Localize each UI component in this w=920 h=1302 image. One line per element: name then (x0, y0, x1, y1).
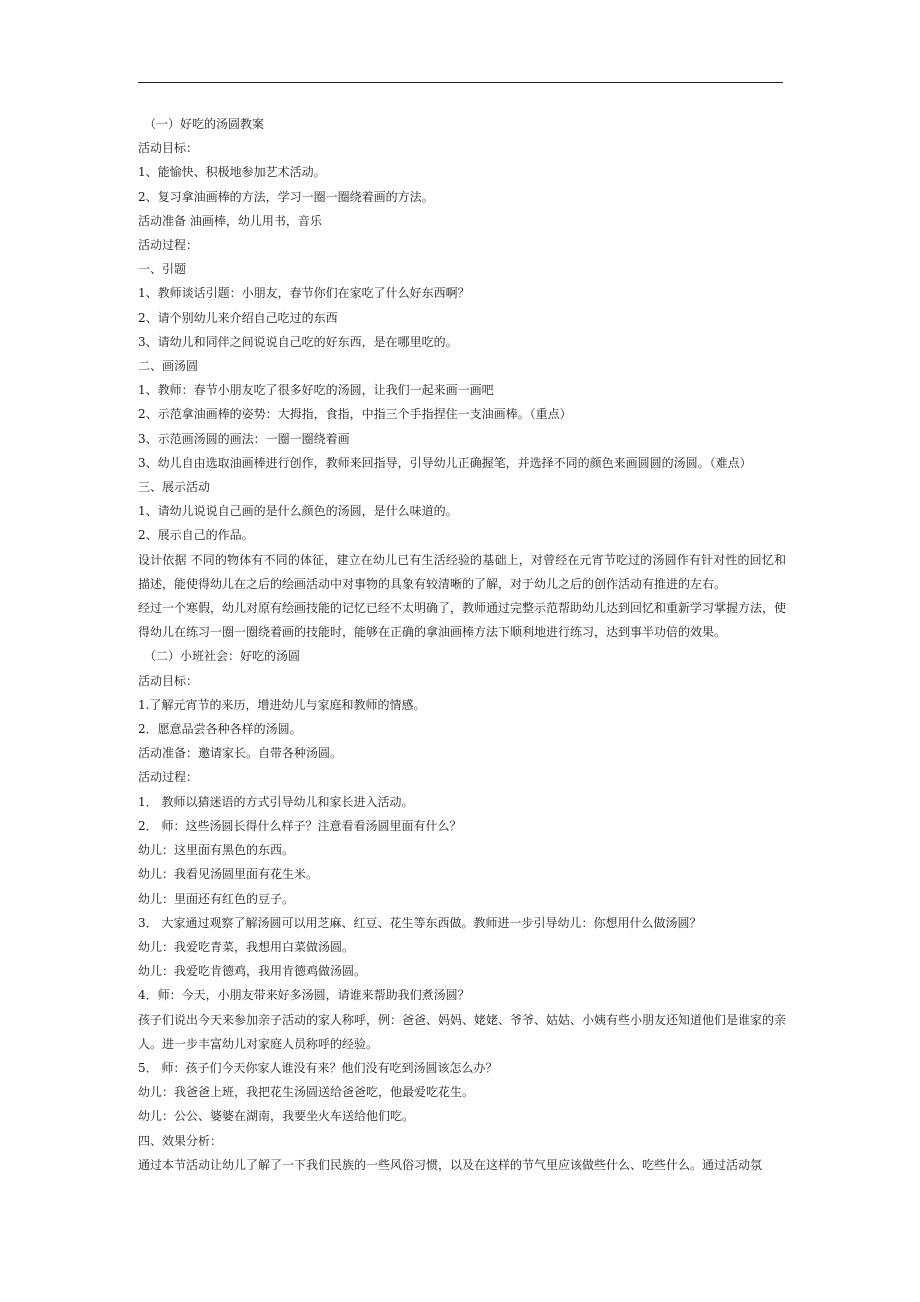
text-line: 1.了解元宵节的来历，增进幼儿与家庭和教师的情感。 (138, 697, 426, 712)
text-line: 1、教师：春节小朋友吃了很多好吃的汤圆，让我们一起来画一画吧 (138, 383, 494, 398)
text-line: 2、示范拿油画棒的姿势：大拇指，食指，中指三个手指捏住一支油画棒。（重点） (138, 407, 572, 422)
text-line-truncated: 通过本节活动让幼儿了解了一下我们民族的一些风俗习惯，以及在这样的节气里应该做些什么、吃些什么。通过活动氛 (138, 1157, 763, 1172)
text-line: 幼儿：我爱吃青菜，我想用白菜做汤圆。 (138, 939, 355, 954)
header-rule (138, 82, 783, 83)
text-line: 幼儿：我看见汤圆里面有花生米。 (138, 867, 319, 882)
text-line: 2．愿意品尝各种各样的汤圆。 (138, 722, 302, 737)
text-line: 3、幼儿自由选取油画棒进行创作，教师来回指导，引导幼儿正确握笔，并选择不同的颜色来画圆圆的汤圆。（难点） (138, 455, 752, 470)
text-line: 幼儿：公公、婆婆在湖南，我要坐火车送给他们吃。 (138, 1109, 415, 1124)
text-line: 活动准备 油画棒，幼儿用书，音乐 (138, 213, 322, 228)
text-line: 一、引题 (138, 262, 187, 277)
text-line: 1、请幼儿说说自己画的是什么颜色的汤圆，是什么味道的。 (138, 504, 458, 519)
design-rationale-paragraph: 设计依据 不同的物体有不同的体征，建立在幼儿已有生活经验的基础上，对曾经在元宵节吃过的汤圆作有针对性的回忆和描述，能使得幼儿在之后的绘画活动中对事物的具象有较清晰的了解，对于幼儿之后的创作活动有推进的左右。 (138, 552, 786, 591)
text-line: 3、请幼儿和同伴之间说说自己吃的好东西，是在哪里吃的。 (138, 334, 458, 349)
text-line: 活动目标： (138, 673, 199, 688)
text-line: 3、示范画汤圆的画法：一圈一圈绕着画 (138, 431, 350, 446)
text-line: 1、能愉快、积极地参加艺术活动。 (138, 165, 326, 180)
section-1-title: （一）好吃的汤圆教案 (144, 117, 265, 131)
text-line: 幼儿：我爸爸上班，我把花生汤圆送给爸爸吃，他最爱吃花生。 (138, 1085, 475, 1100)
family-names-paragraph: 孩子们说出今天来参加亲子活动的家人称呼，例：爸爸、妈妈、姥姥、爷爷、姑姑、小姨有些小朋友还知道他们是谁家的亲人。进一步丰富幼儿对家庭人员称呼的经验。 (138, 1012, 787, 1051)
text-line: 1、教师谈话引题：小朋友，春节你们在家吃了什么好东西啊？ (138, 286, 470, 301)
analysis-paragraph: 经过一个寒假，幼儿对原有绘画技能的记忆已经不太明确了，教师通过完整示范帮助幼儿达到回忆和重新学习掌握方法，使得幼儿在练习一圈一圈绕着画的技能时，能够在正确的拿油画棒方法下顺利地进行练习，达到事半功倍的效果。 (138, 601, 787, 640)
text-line: 幼儿：我爱吃肯德鸡，我用肯德鸡做汤圆。 (138, 964, 367, 979)
text-line: 四、效果分析： (138, 1133, 223, 1148)
text-line: 幼儿：这里面有黑色的东西。 (138, 843, 295, 858)
text-line: 活动过程： (138, 770, 199, 785)
text-line: 三、展示活动 (138, 480, 211, 495)
text-line: 2． 师：这些汤圆长得什么样子？注意看看汤圆里面有什么？ (138, 818, 462, 833)
text-line: 4．师：今天，小朋友带来好多汤圆，请谁来帮助我们煮汤圆？ (138, 988, 470, 1003)
text-line: 3． 大家通过观察了解汤圆可以用芝麻、红豆、花生等东西做。教师进一步引导幼儿：你想用什么做汤圆？ (138, 915, 702, 930)
text-line: 2、复习拿油画棒的方法，学习一圈一圈绕着画的方法。 (138, 189, 434, 204)
text-line: 5． 师：孩子们今天你家人谁没有来？他们没有吃到汤圆该怎么办？ (138, 1060, 498, 1075)
text-line: 2、请个别幼儿来介绍自己吃过的东西 (138, 310, 338, 325)
text-line: 活动目标： (138, 141, 199, 156)
text-line: 幼儿：里面还有红色的豆子。 (138, 891, 295, 906)
document-body (138, 112, 786, 1177)
section-2-title: （二）小班社会：好吃的汤圆 (144, 649, 301, 664)
text-line: 2、展示自己的作品。 (138, 528, 254, 543)
text-line: 活动准备：邀请家长。自带各种汤圆。 (138, 746, 343, 761)
text-line: 活动过程： (138, 238, 199, 253)
text-line: 1． 教师以猜迷语的方式引导幼儿和家长进入活动。 (138, 794, 414, 809)
text-line: 二、画汤圆 (138, 359, 199, 374)
